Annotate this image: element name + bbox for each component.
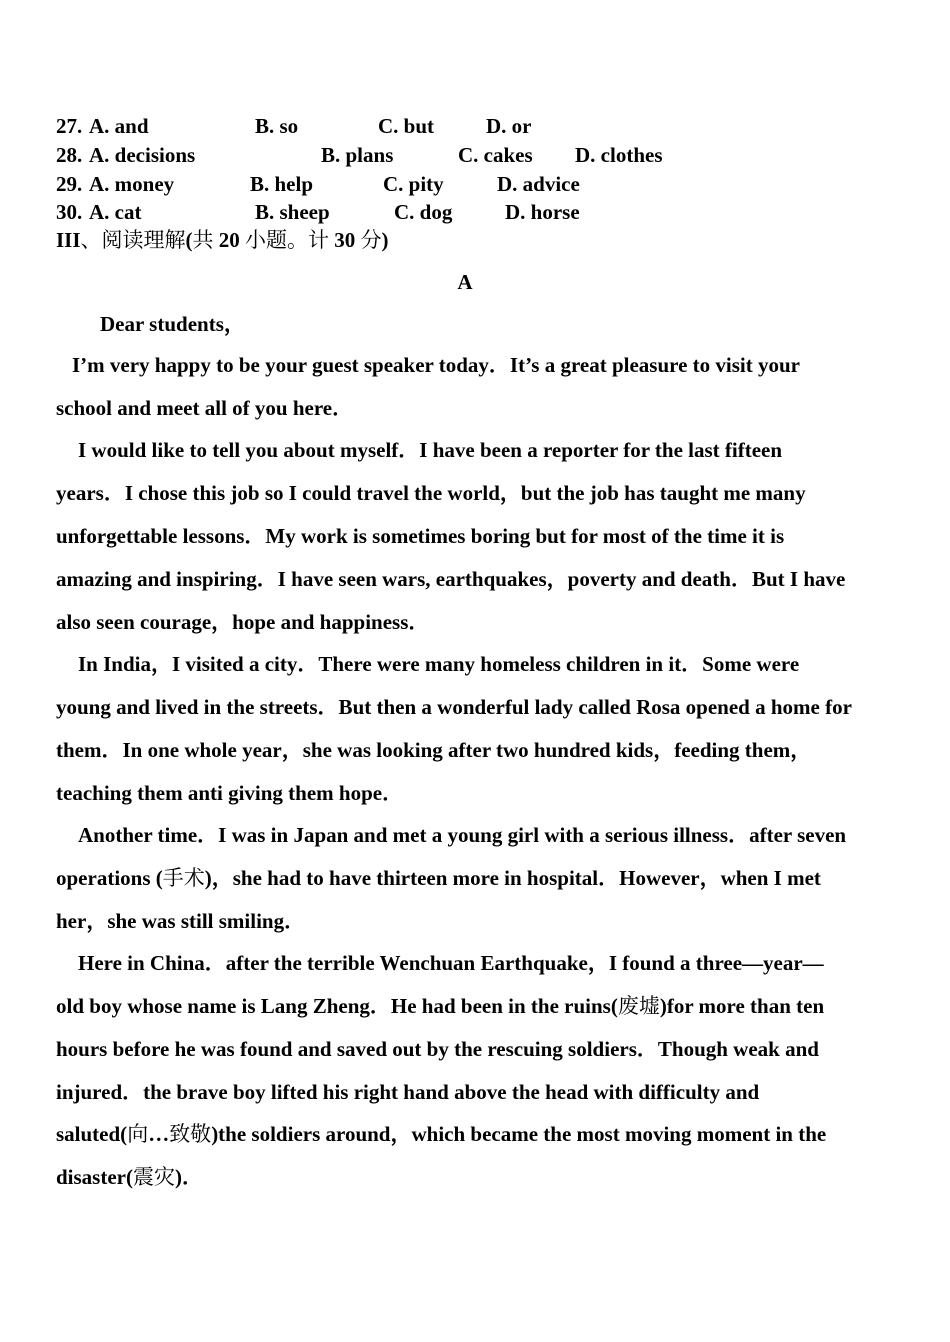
text-segment: )，she had to have thirteen more in hospital．However，when I met	[204, 866, 821, 890]
question-number: 30.	[56, 200, 83, 224]
text-segment: …	[148, 1122, 170, 1146]
passage-line: them．In one whole year，she was looking after two hundred kids，feeding them，	[56, 738, 812, 762]
option-d: D. clothes	[575, 143, 663, 167]
option-d: D. or	[486, 114, 532, 138]
passage-line: I’m very happy to be your guest speaker today．It’s a great pleasure to visit your	[72, 353, 800, 377]
text-segment: )．	[175, 1165, 203, 1189]
passage-label: A	[457, 270, 473, 294]
question-number: 27.	[56, 114, 83, 138]
option-a: A. decisions	[89, 143, 196, 167]
cn-annotation: 致敬	[169, 1122, 212, 1146]
section-roman: III	[56, 228, 81, 252]
passage-line	[56, 1120, 826, 1148]
passage-line: also seen courage，hope and happiness．	[56, 610, 430, 634]
cn-annotation: 震灾	[133, 1165, 175, 1189]
section-points: 30	[329, 228, 361, 252]
option-c: C. but	[378, 114, 435, 138]
passage-line: injured．the brave boy lifted his right hand above the head with difficulty and	[56, 1080, 760, 1104]
passage-line: Another time．I was in Japan and met a young girl with a serious illness．after seven	[78, 823, 847, 847]
section-title-cn: 、阅读理解	[80, 228, 186, 252]
option-b: B. so	[255, 114, 299, 138]
option-a: A. cat	[89, 200, 142, 224]
cn-annotation: 手术	[162, 866, 205, 890]
passage-line: In India，I visited a city．There were many homeless children in it．Some were	[78, 652, 800, 676]
cn-annotation: 向	[127, 1122, 149, 1146]
section-count: 20	[213, 228, 246, 252]
section-heading	[56, 226, 389, 254]
cn-annotation: 废墟	[617, 994, 660, 1018]
option-b: B. sheep	[255, 200, 330, 224]
question-number: 28.	[56, 143, 83, 167]
text-segment: disaster(	[56, 1165, 133, 1189]
option-c: C. cakes	[458, 143, 533, 167]
passage-line	[56, 864, 821, 892]
option-d: D. horse	[505, 200, 580, 224]
section-items: 小题。计	[245, 228, 330, 252]
passage-line	[56, 992, 824, 1020]
passage-line: Here in China．after the terrible Wenchuan Earthquake，I found a three—year—	[78, 951, 824, 975]
text-segment: )for more than ten	[659, 994, 825, 1018]
passage-line: I would like to tell you about myself．I have been a reporter for the last fifteen	[78, 438, 783, 462]
text-segment: old boy whose name is Lang Zheng．He had been in the ruins(	[56, 994, 618, 1018]
option-b: B. help	[250, 172, 314, 196]
passage-line: amazing and inspiring．I have seen wars, earthquakes，poverty and death．But I have	[56, 567, 846, 591]
passage-line: her，she was still smiling．	[56, 909, 306, 933]
passage-line: school and meet all of you here．	[56, 396, 354, 420]
passage-line	[56, 1163, 203, 1191]
section-fen: 分	[360, 228, 382, 252]
passage-line: unforgettable lessons．My work is sometimes boring but for most of the time it is	[56, 524, 785, 548]
passage-line: teaching them anti giving them hope．	[56, 781, 404, 805]
option-a: A. and	[89, 114, 149, 138]
passage-line: years．I chose this job so I could travel the world，but the job has taught me many	[56, 481, 806, 505]
text-segment: saluted(	[56, 1122, 128, 1146]
question-number: 29.	[56, 172, 83, 196]
passage-line: hours before he was found and saved out by the rescuing soldiers．Though weak and	[56, 1037, 819, 1061]
option-c: C. pity	[383, 172, 444, 196]
option-b: B. plans	[321, 143, 394, 167]
passage-line: young and lived in the streets．But then a wonderful lady called Rosa opened a home for	[56, 695, 852, 719]
option-c: C. dog	[394, 200, 453, 224]
option-d: D. advice	[497, 172, 580, 196]
text-segment: )the soldiers around，which became the most moving moment in the	[211, 1122, 827, 1146]
paren-close: )	[381, 228, 389, 252]
letter-greeting: Dear students，	[100, 312, 245, 336]
section-gong: 共	[192, 228, 214, 252]
text-segment: operations (	[56, 866, 163, 890]
paren-open: (	[185, 228, 193, 252]
option-a: A. money	[89, 172, 175, 196]
